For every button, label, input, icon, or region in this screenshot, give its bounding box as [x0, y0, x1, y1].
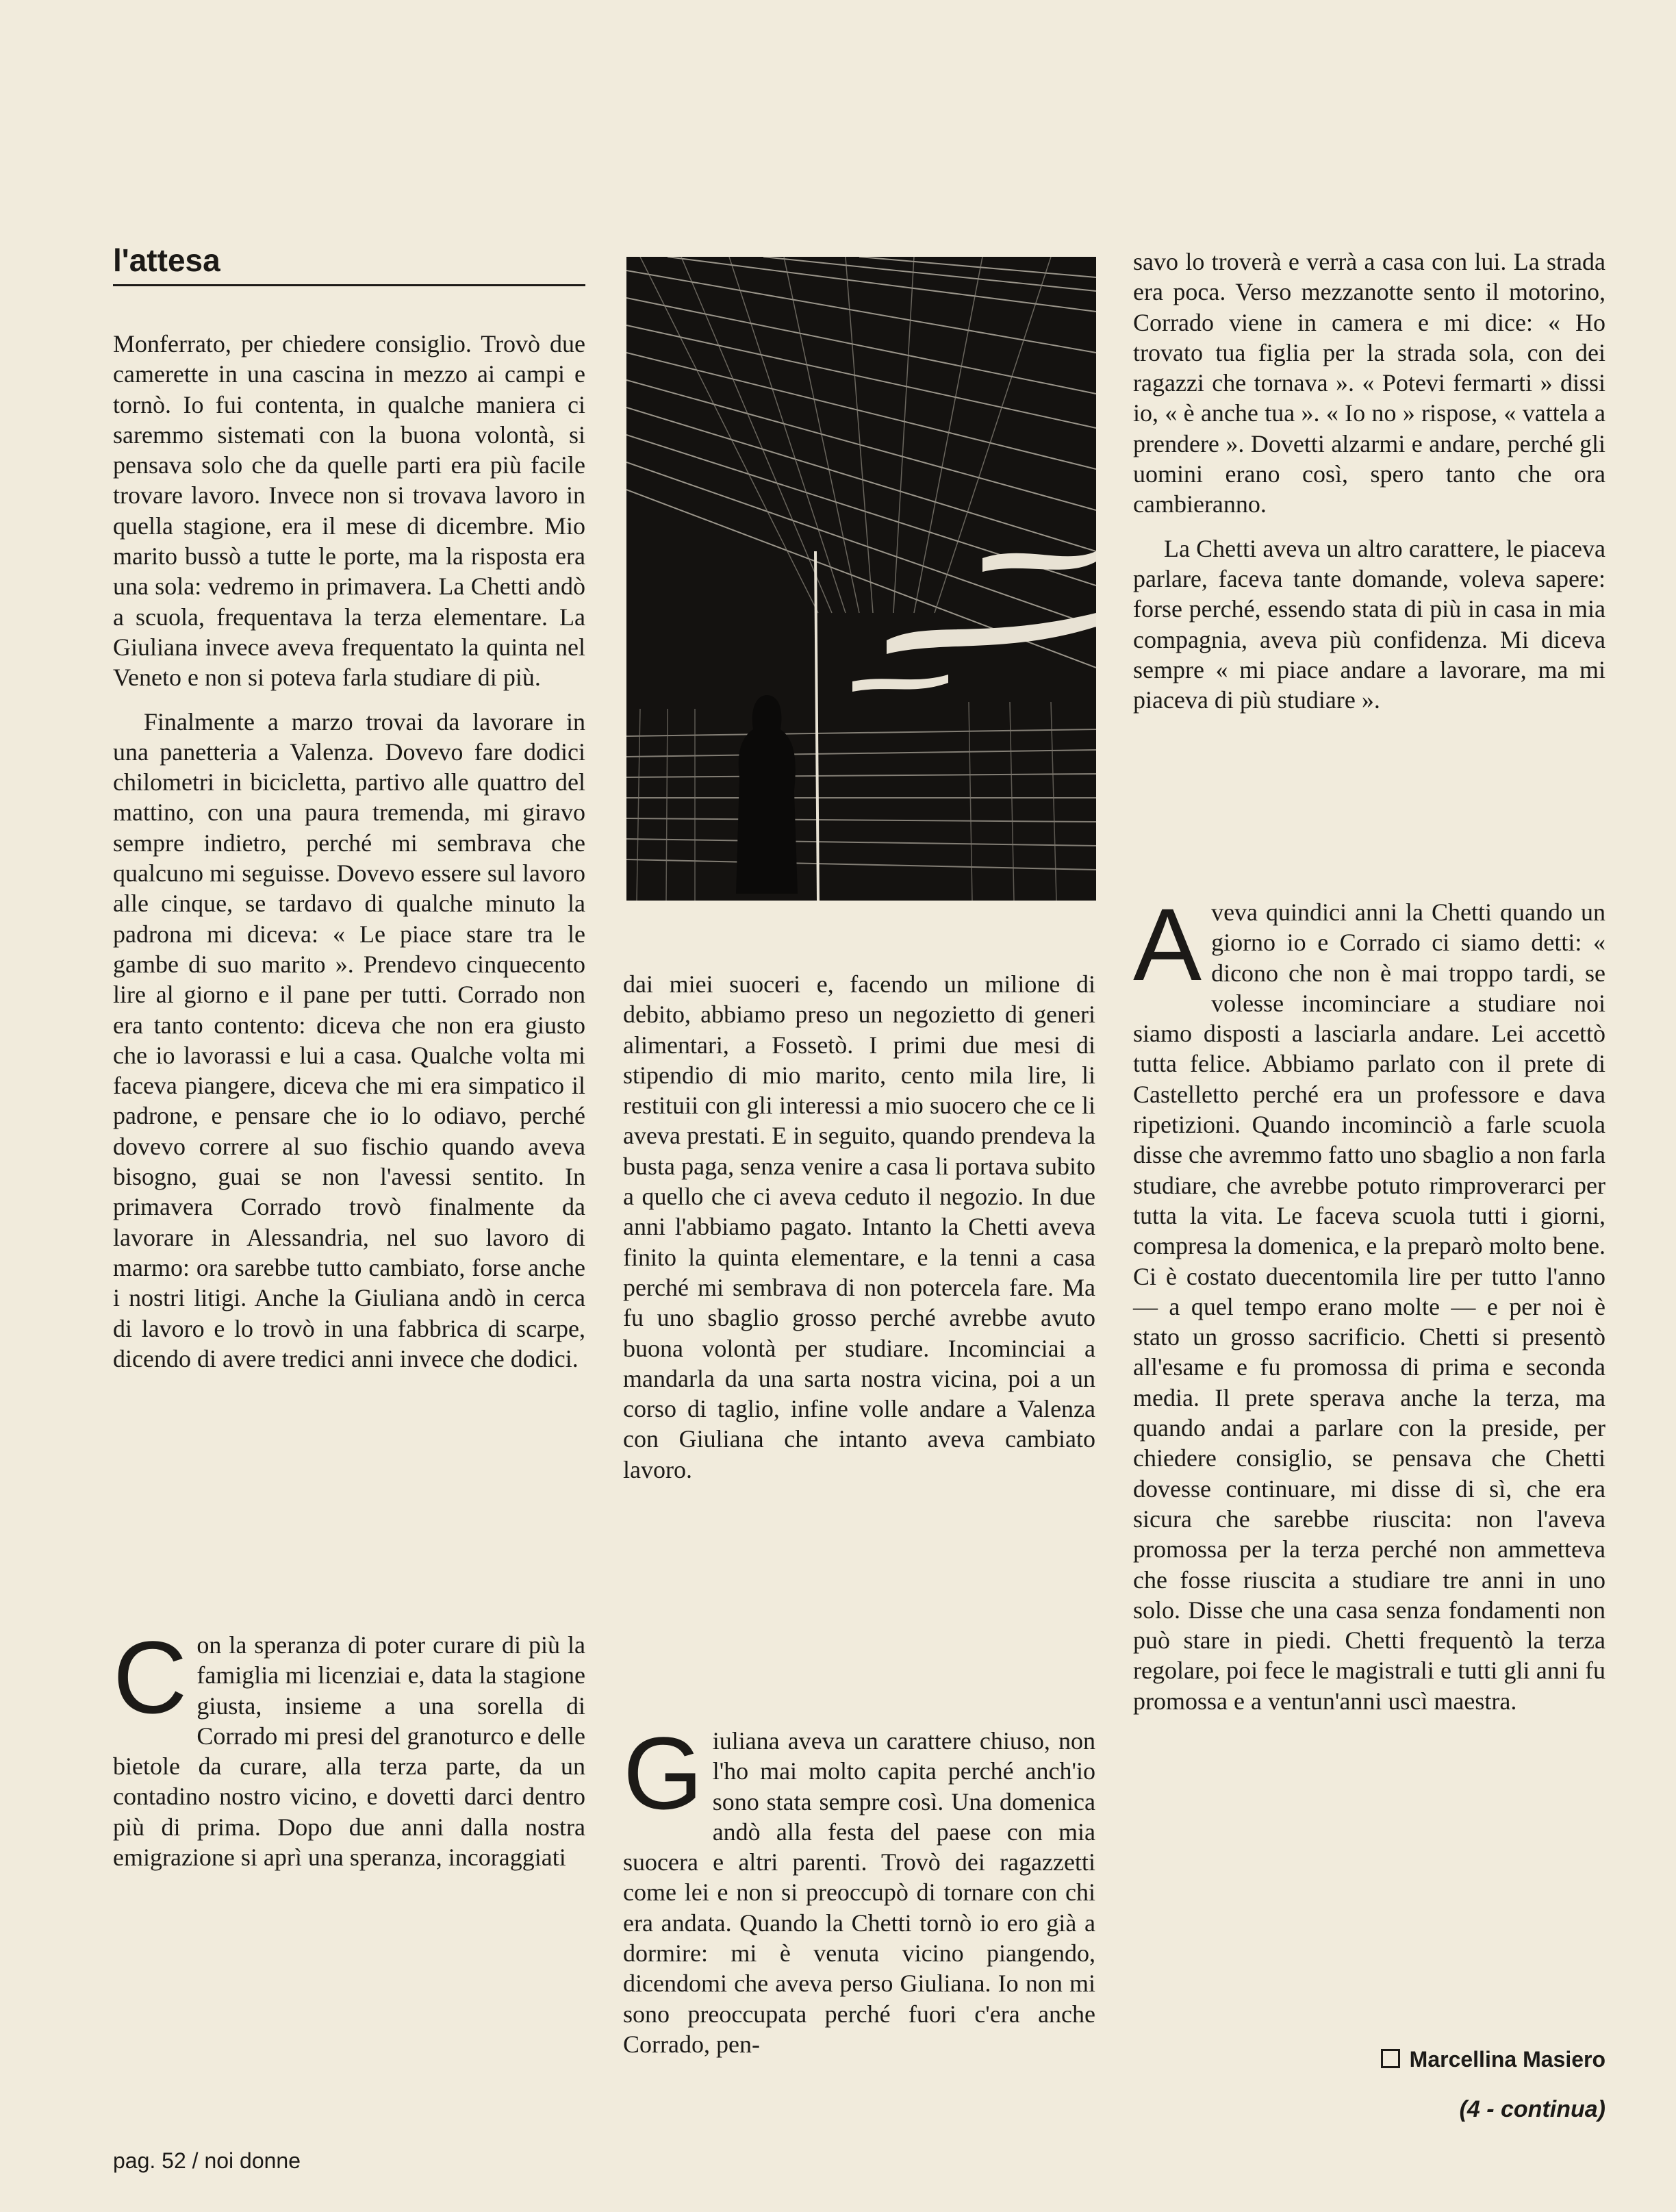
column-2-section — [623, 1715, 1095, 2073]
paragraph: Monferrato, per chiedere consiglio. Trovò due camerette in una cascina in mezzo ai campi e tornò. Io fui contenta, in qualche maniera ci saremmo sistemati con la buona volontà, si pensava solo che da quelle parti era più facile trovare lavoro. Invece non si trovava lavoro in quella stagione, era il mese di dicembre. Mio marito bussò a tutte le porte, ma la risposta era una sola: vedremo in primavera. La Chetti andò a scuola, frequentava la terza elementare. La Giuliana invece aveva frequentato la quinta nel Veneto e non si poteva farla studiare di più. — [113, 330, 585, 692]
paragraph — [1133, 887, 1605, 1716]
drop-cap: C — [113, 1620, 188, 1735]
drop-cap: G — [623, 1715, 703, 1831]
page-footer: pag. 52 / noi donne — [113, 2148, 301, 2173]
column-2 — [623, 969, 1095, 1498]
continuation-note: (4 - continua) — [1459, 2096, 1605, 2122]
paragraph: Finalmente a marzo trovai da lavorare in una panetteria a Valenza. Dovevo fare dodici chilometri in bicicletta, partivo alle quattro del mattino, con una paura tremenda, mi giravo sempre indietro, perché mi sembrava che qualcuno mi seguisse. Dovevo essere sul lavoro alle cinque, se tardavo di qualche minuto la padrona mi diceva: « Le piace stare tra le gambe di suo marito ». Prendevo cinquecento lire al giorno e il pane per tutti. Corrado non era tanto contento: diceva che non era giusto che io lavorassi e lui a casa. Qualche volta mi faceva piangere, diceva che mi era simpatico il padrone, e pensare che io lo odiavo, perché dovevo correre al suo fischio quando aveva bisogno, guai se non l'avessi sentito. In primavera Corrado trovò finalmente da lavorare in Alessandria, nel suo lavoro di marmo: ora sarebbe tutto cambiato, forse anche i nostri litigi. Anche la Giuliana andò in cerca di lavoro e lo trovò in una fabbrica di scarpe, dicendo di avere tredici anni invece che dodici. — [113, 707, 585, 1372]
column-3-section — [1133, 887, 1605, 1730]
paragraph: La Chetti aveva un altro carattere, le piaceva parlare, faceva tante domande, voleva sapere: forse perché, essendo stata di più in casa in mia compagnia, aveva più confidenza. Mi diceva sempre « mi piace andare a lavorare, ma mi piaceva di più studiare ». — [1133, 534, 1605, 714]
author-name: Marcellina Masiero — [1409, 2047, 1605, 2072]
paragraph: dai miei suoceri e, facendo un milione di debito, abbiamo preso un negozietto di generi alimentari, a Fossetò. I primi due mesi di stipendio di mio marito, cento mila lire, li restituii con gli interessi a mio suocero che ce li aveva prestati. E in seguito, quando prendeva la busta paga, senza venire a casa li portava subito a quello che ci aveva ceduto il negozio. In due anni l'abbiamo pagato. Intanto la Chetti aveva finito la quinta elementare, e la tenni a casa perché mi sembrava di non potercela fare. Ma fu uno sbaglio grosso perché avrebbe avuto buona volontà per studiare. Incominciai a mandarla da una sarta nostra vicina, poi a un corso di taglio, infine volle andare a Valenza con Giuliana che intanto aveva cambiato lavoro. — [623, 970, 1095, 1483]
column-1 — [113, 329, 585, 1387]
woodcut-figure — [626, 257, 1096, 901]
section-title: l'attesa — [113, 236, 585, 286]
column-1-section — [113, 1620, 585, 1886]
paragraph — [623, 1715, 1095, 2059]
paragraph-text: on la speranza di poter curare di più la famiglia mi licenziai e, data la stagione giusta, insieme a una sorella di Corrado mi presi del granoturco e delle bietole da curare, alla terza parte, da un contadino nostro vicino, e dovetti darci dentro più di prima. Dopo due anni dalla nostra emigrazione si aprì una speranza, incoraggiati — [113, 1631, 585, 1872]
paragraph-text: veva quindici anni la Chetti quando un giorno io e Corrado ci siamo detti: « dicono che non è mai troppo tardi, se volesse incominciare a studiare noi siamo disposti a lasciarla andare. Lei accettò tutta felice. Abbiamo parlato con il prete di Castelletto perché era un professore e dava ripetizioni. Quando incominciò a farle scuola disse che avremmo fatto uno sbaglio a non farla studiare, che avrebbe potuto rimproverarci per tutta la vita. Le faceva scuola tutti i giorni, compresa la domenica, e la preparò molto bene. Ci è costato duecentomila lire per tutto l'anno — a quel tempo erano molte — e per noi è stato un grosso sacrificio. Chetti si presentò all'esame e fu promossa di prima e seconda media. Il prete sperava anche la terza, ma quando andai a parlare con la preside, per chiedere consiglio, se pensava che Chetti dovesse continuare, mi disse di sì, che era sicura che sarebbe riuscita: non l'aveva promossa per la terza perché non ammetteva che fosse riuscita a studiare tre anni in uno solo. Disse che una casa senza fondamenti non può stare in piedi. Chetti frequentò la terza regolare, poi fece le magistrali e tutti gli anni fu promossa e a ventun'anni uscì maestra. — [1133, 898, 1605, 1715]
paragraph — [113, 1620, 585, 1872]
author-byline — [1133, 2044, 1605, 2074]
column-3 — [1133, 247, 1605, 729]
drop-cap: A — [1133, 887, 1202, 1002]
woodcut-illustration — [626, 257, 1096, 901]
paragraph: savo lo troverà e verrà a casa con lui. La strada era poca. Verso mezzanotte sento il motorino, Corrado viene in camera e mi dice: « Ho trovato tua figlia per la strada sola, con dei ragazzi che tornava ». « Potevi fermarti » dissi io, « è anche tua ». « Io no » rispose, « vattela a prendere ». Dovetti alzarmi e andare, perché gli uomini erano così, spero tanto che ora cambieranno. — [1133, 248, 1605, 518]
square-bullet-icon — [1381, 2049, 1400, 2068]
paragraph-text: iuliana aveva un carattere chiuso, non l'ho mai molto capita perché anch'io sono stata sempre così. Una domenica andò alla festa del paese con mia suocera e altri parenti. Trovò dei ragazzetti come lei e non si preoccupò di tornare con chi era andata. Quando la Chetti tornò io ero già a dormire: mi è venuta vicino piangendo, dicendomi che aveva perso Giuliana. Io non mi sono preoccupata perché fuori c'era anche Corrado, pen- — [623, 1727, 1095, 2058]
